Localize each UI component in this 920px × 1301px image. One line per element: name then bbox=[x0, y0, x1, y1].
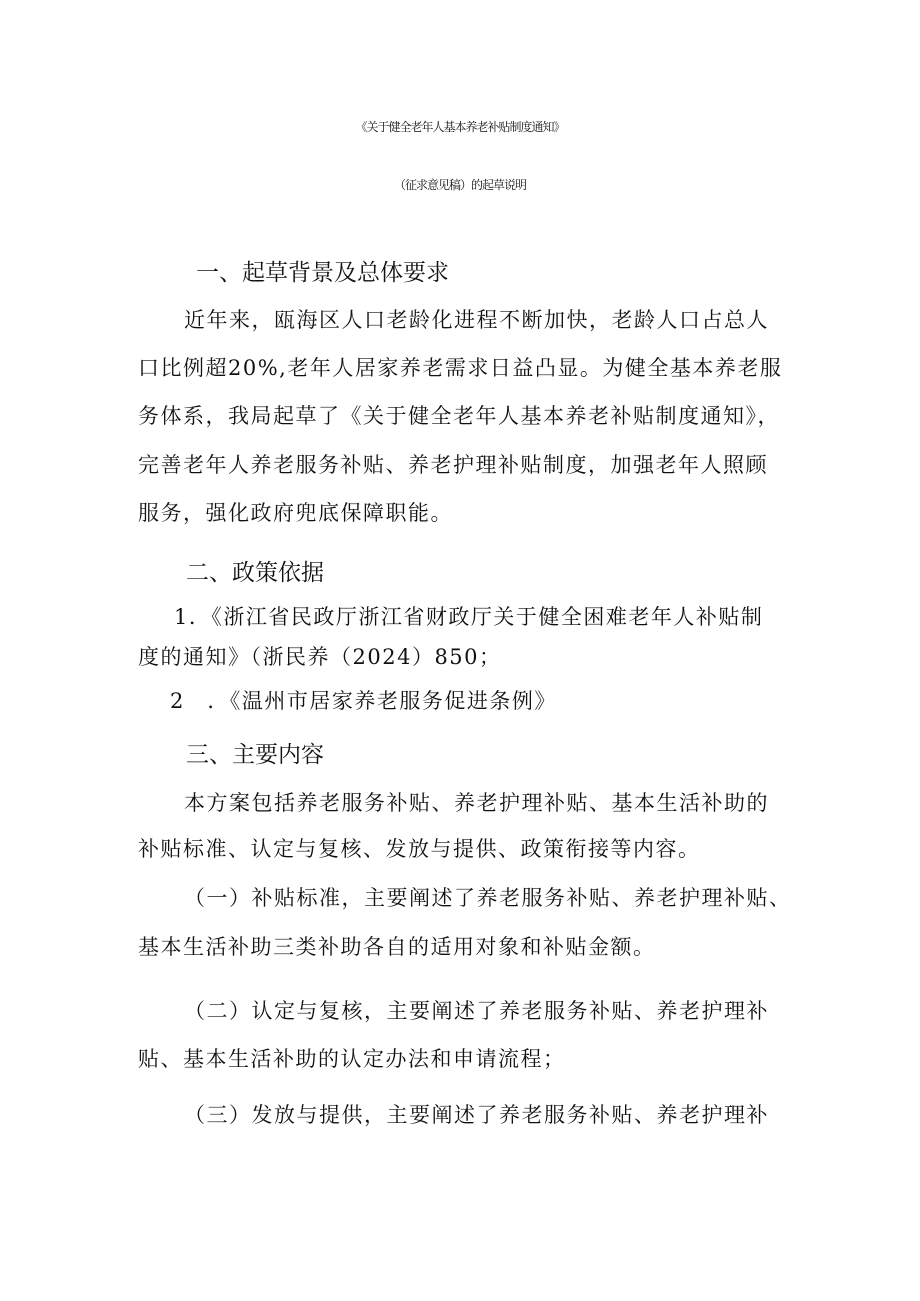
section-3-heading: 三、主要内容 bbox=[186, 742, 324, 768]
section-3-paragraph-line: （三）发放与提供，主要阐述了养老服务补贴、养老护理补 bbox=[184, 1103, 769, 1127]
policy-basis-item: 1．《浙江省民政厅浙江省财政厅关于健全困难老年人补贴制 bbox=[174, 605, 764, 629]
section-1-heading: 一、起草背景及总体要求 bbox=[196, 260, 449, 286]
policy-basis-item: 度的通知》（浙民养（2024）850； bbox=[138, 645, 502, 669]
section-3-paragraph-line: 贴、基本生活补助的认定办法和申请流程； bbox=[138, 1047, 566, 1071]
section-1-paragraph-line: 近年来，瓯海区人口老龄化进程不断加快，老龄人口占总人 bbox=[184, 308, 769, 332]
document-title-line-1: 《关于健全老年人基本养老补贴制度通知》 bbox=[355, 120, 565, 134]
section-1-paragraph-line: 完善老年人养老服务补贴、养老护理补贴制度，加强老年人照顾 bbox=[138, 453, 768, 477]
section-1-paragraph-line: 口比例超20%,老年人居家养老需求日益凸显。为健全基本养老服 bbox=[138, 356, 783, 380]
section-1-paragraph-line: 服务，强化政府兜底保障职能。 bbox=[138, 501, 453, 525]
section-3-paragraph-line: 基本生活补助三类补助各自的适用对象和补贴金额。 bbox=[138, 935, 656, 959]
section-3-paragraph-line: （一）补贴标准，主要阐述了养老服务补贴、养老护理补贴、 bbox=[184, 886, 792, 910]
section-3-paragraph-line: （二）认定与复核，主要阐述了养老服务补贴、养老护理补 bbox=[184, 999, 769, 1023]
section-3-paragraph-line: 本方案包括养老服务补贴、养老护理补贴、基本生活补助的 bbox=[184, 791, 769, 815]
section-3-paragraph-line: 补贴标准、认定与复核、发放与提供、政策衔接等内容。 bbox=[138, 837, 701, 861]
document-title-line-2: （征求意见稿）的起草说明 bbox=[393, 178, 526, 192]
section-1-paragraph-line: 务体系，我局起草了《关于健全老年人基本养老补贴制度通知》， bbox=[138, 404, 780, 428]
policy-basis-item: 2 ．《温州市居家养老服务促进条例》 bbox=[170, 689, 557, 713]
section-2-heading: 二、政策依据 bbox=[186, 560, 324, 586]
